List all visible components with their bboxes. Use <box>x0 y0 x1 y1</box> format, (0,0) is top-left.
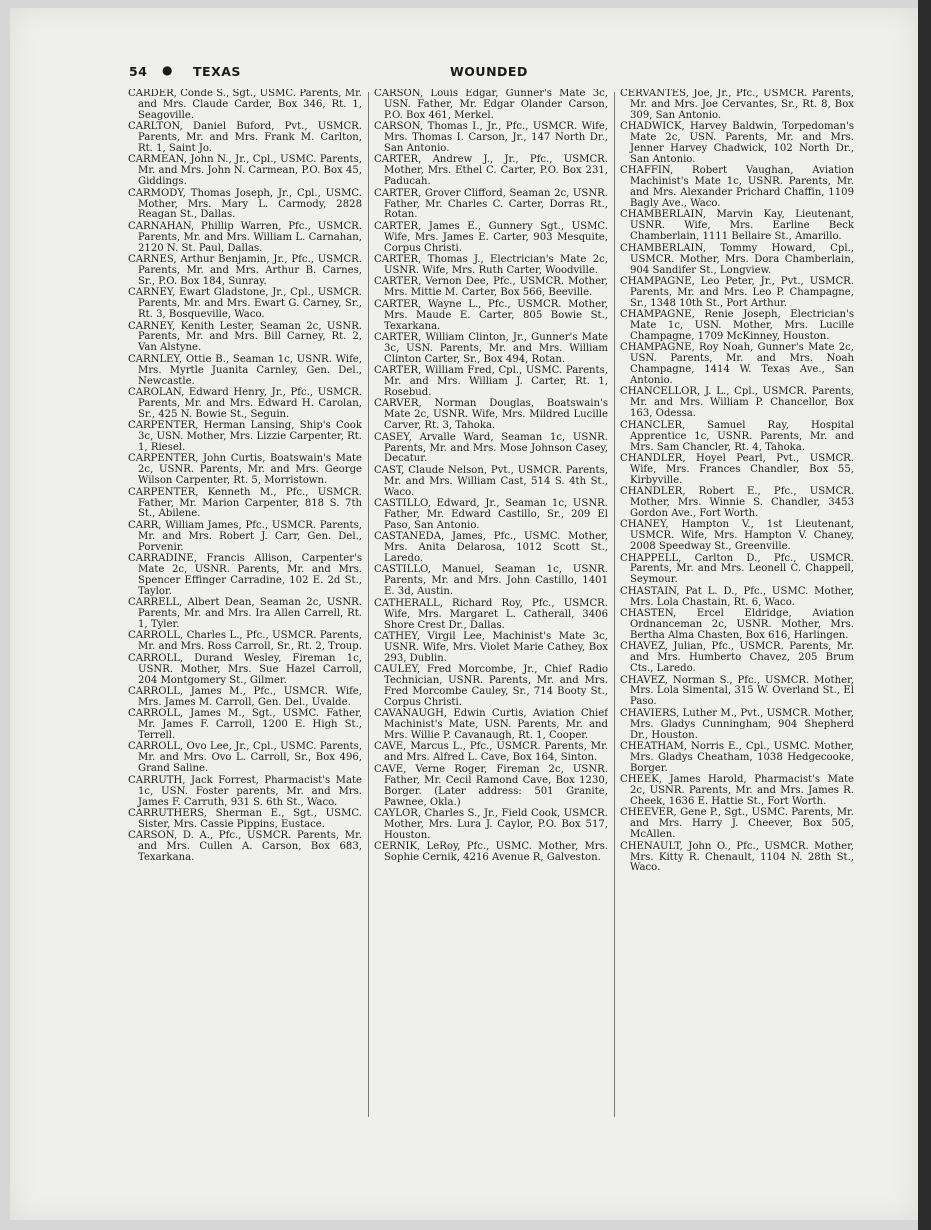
casualty-entry: CARRUTHERS, Sherman E., Sgt., USMC. Sister, Mrs. Cassie Pippins, Eustace. <box>128 807 362 830</box>
casualty-entry: CATHEY, Virgil Lee, Machinist's Mate 3c, USNR. Wife, Mrs. Violet Marie Cathey, Box 293, Dublin. <box>374 630 608 664</box>
casualty-entry: CARROLL, James M., Pfc., USMCR. Wife, Mrs. James M. Carroll, Gen. Del., Uvalde. <box>128 685 362 708</box>
bullet-icon: ● <box>162 63 173 77</box>
casualty-entry: CARTER, Andrew J., Jr., Pfc., USMCR. Mother, Mrs. Ethel C. Carter, P.O. Box 231, Paducah. <box>374 154 608 188</box>
casualty-entry: CHAMPAGNE, Leo Peter, Jr., Pvt., USMCR. Parents, Mr. and Mrs. Leo P. Champagne, Sr., 1348 10th St., Port Arthur. <box>620 275 854 309</box>
casualty-entry: CHASTEN, Ercel Eldridge, Aviation Ordnanceman 2c, USNR. Mother, Mrs. Bertha Alma Chasten, Box 616, Harlingen. <box>620 608 854 641</box>
casualty-entry: CARMODY, Thomas Joseph, Jr., Cpl., USMC. Mother, Mrs. Mary L. Carmody, 2828 Reagan St., Dallas. <box>128 187 362 221</box>
casualty-entry: CAROLAN, Edward Henry, Jr., Pfc., USMCR. Parents, Mr. and Mrs. Edward H. Carolan, Sr., 425 N. Bowie St., Seguin. <box>128 386 362 420</box>
casualty-entry: CARSON, Thomas I., Jr., Pfc., USMCR. Wife, Mrs. Thomas I. Carson, Jr., 147 North Dr., San Antonio. <box>374 121 608 155</box>
casualty-entry: CARNES, Arthur Benjamin, Jr., Pfc., USMCR. Parents, Mr. and Mrs. Arthur B. Carnes, Sr., P.O. Box 184, Sunray. <box>128 254 362 287</box>
casualty-entry: CASTANEDA, James, Pfc., USMC. Mother, Mrs. Anita Delarosa, 1012 Scott St., Laredo. <box>374 531 608 565</box>
casualty-entry: CHAVEZ, Julian, Pfc., USMCR. Parents, Mr. and Mrs. Humberto Chavez, 205 Brum Cts., Laredo. <box>620 641 854 675</box>
casualty-entry: CARPENTER, John Curtis, Boatswain's Mate 2c, USNR. Parents, Mr. and Mrs. George Wilson Carpenter, Rt. 5, Morristown. <box>128 453 362 487</box>
column-divider <box>368 92 369 1117</box>
casualty-entry: CARTER, Vernon Dee, Pfc., USMCR. Mother, Mrs. Mittie M. Carter, Box 566, Beeville. <box>374 276 608 299</box>
casualty-entry: CARSON, Louis Edgar, Gunner's Mate 3c, USN. Father, Mr. Edgar Olander Carson, P.O. Box 461, Merkel. <box>374 89 608 121</box>
section-heading: WOUNDED <box>450 64 528 79</box>
casualty-entry: CHANCLER, Samuel Ray, Hospital Apprentice 1c, USNR. Parents, Mr. and Mrs. Sam Chancler, Rt. 4, Tahoka. <box>620 419 854 453</box>
casualty-entry: CARDER, Conde S., Sgt., USMC. Parents, Mr. and Mrs. Claude Carder, Box 346, Rt. 1, Seagoville. <box>128 89 362 121</box>
casualty-entry: CARTER, William Clinton, Jr., Gunner's Mate 3c, USN. Parents, Mr. and Mrs. William Clinton Carter, Sr., Box 494, Rotan. <box>374 331 608 365</box>
casualty-entry: CARRUTH, Jack Forrest, Pharmacist's Mate 1c, USN. Foster parents, Mr. and Mrs. James F. Carruth, 931 S. 6th St., Waco. <box>128 774 362 808</box>
casualty-entry: CHEEK, James Harold, Pharmacist's Mate 2c, USNR. Parents, Mr. and Mrs. James R. Cheek, 1636 E. Hattie St., Fort Worth. <box>620 774 854 807</box>
column-divider <box>614 92 615 1117</box>
casualty-entry: CARR, William James, Pfc., USMCR. Parents, Mr. and Mrs. Robert J. Carr, Gen. Del., Porvenir. <box>128 519 362 553</box>
casualty-entry: CHAVIERS, Luther M., Pvt., USMCR. Mother, Mrs. Gladys Cunningham, 904 Shepherd Dr., Houston. <box>620 707 854 741</box>
casualty-entry: CHANCELLOR, J. L., Cpl., USMCR. Parents, Mr. and Mrs. William P. Chancellor, Box 163, Odessa. <box>620 386 854 420</box>
casualty-entry: CHANDLER, Robert E., Pfc., USMCR. Mother, Mrs. Winnie S. Chandler, 3453 Gordon Ave., Fort Worth. <box>620 486 854 519</box>
casualty-entry: CHENAULT, John O., Pfc., USMCR. Mother, Mrs. Kitty R. Chenault, 1104 N. 28th St., Waco. <box>620 840 854 874</box>
casualty-entry: CARNEY, Kenith Lester, Seaman 2c, USNR. Parents, Mr. and Mrs. Bill Carney, Rt. 2, Van Alstyne. <box>128 320 362 354</box>
casualty-entry: CATHERALL, Richard Roy, Pfc., USMCR. Wife, Mrs. Margaret L. Catherall, 3406 Shore Crest Dr., Dallas. <box>374 597 608 631</box>
casualty-entry: CARTER, James E., Gunnery Sgt., USMC. Wife, Mrs. James E. Carter, 903 Mesquite, Corpus Christi. <box>374 220 608 254</box>
casualty-entry: CAVANAUGH, Edwin Curtis, Aviation Chief Machinist's Mate, USN. Parents, Mr. and Mrs. Willie P. Cavanaugh, Rt. 1, Cooper. <box>374 708 608 742</box>
casualty-entry: CARPENTER, Herman Lansing, Ship's Cook 3c, USN. Mother, Mrs. Lizzie Carpenter, Rt. 1, Riesel. <box>128 420 362 453</box>
casualty-entry: CAVE, Verne Roger, Fireman 2c, USNR. Father, Mr. Cecil Ramond Cave, Box 1230, Borger. (Later address: 501 Granite, Pawnee, Okla.) <box>374 763 608 808</box>
casualty-entry: CARTER, Wayne L., Pfc., USMCR. Mother, Mrs. Maude E. Carter, 805 Bowie St., Texarkana. <box>374 298 608 332</box>
casualty-entry: CARTER, William Fred, Cpl., USMC. Parents, Mr. and Mrs. William J. Carter, Rt. 1, Rosebud. <box>374 365 608 398</box>
casualty-entry: CARLTON, Daniel Buford, Pvt., USMCR. Parents, Mr. and Mrs. Frank M. Carlton, Rt. 1, Saint Jo. <box>128 121 362 155</box>
casualty-entry: CAST, Claude Nelson, Pvt., USMCR. Parents, Mr. and Mrs. William Cast, 514 S. 4th St., Waco. <box>374 464 608 498</box>
casualty-entry: CASTILLO, Manuel, Seaman 1c, USNR. Parents, Mr. and Mrs. John Castillo, 1401 E. 3d, Austin. <box>374 564 608 598</box>
page-edge-shadow <box>918 0 931 1230</box>
casualty-entry: CAYLOR, Charles S., Jr., Field Cook, USMCR. Mother, Mrs. Lura J. Caylor, P.O. Box 517, Houston. <box>374 807 608 841</box>
casualty-entry: CARSON, D. A., Pfc., USMCR. Parents, Mr. and Mrs. Cullen A. Carson, Box 683, Texarkana. <box>128 830 362 864</box>
casualty-entry: CARNEY, Ewart Gladstone, Jr., Cpl., USMCR. Parents, Mr. and Mrs. Ewart G. Carney, Sr., Rt. 3, Bosqueville, Waco. <box>128 287 362 321</box>
casualty-entry: CARTER, Thomas J., Electrician's Mate 2c, USNR. Wife, Mrs. Ruth Carter, Woodville. <box>374 254 608 276</box>
casualty-entry: CARROLL, Durand Wesley, Fireman 1c, USNR. Mother, Mrs. Sue Hazel Carroll, 204 Montgomery St., Gilmer. <box>128 652 362 686</box>
casualty-entry: CARROLL, James M., Sgt., USMC. Father, Mr. James F. Carroll, 1200 E. High St., Terrell. <box>128 708 362 742</box>
page-header <box>119 64 859 86</box>
casualty-entry: CARROLL, Charles L., Pfc., USMCR. Parents, Mr. and Mrs. Ross Carroll, Sr., Rt. 2, Troup. <box>128 630 362 653</box>
state-heading: TEXAS <box>193 64 241 79</box>
casualty-entry: CARRADINE, Francis Allison, Carpenter's Mate 2c, USNR. Parents, Mr. and Mrs. Spencer Effinger Carradine, 102 E. 2d St., Taylor. <box>128 553 362 597</box>
casualty-entry: CHAVEZ, Norman S., Pfc., USMCR. Mother, Mrs. Lola Simental, 315 W. Overland St., El Paso. <box>620 674 854 708</box>
casualty-entry: CARMEAN, John N., Jr., Cpl., USMC. Parents, Mr. and Mrs. John N. Carmean, P.O. Box 45, Giddings. <box>128 154 362 188</box>
casualty-entry: CAVE, Marcus L., Pfc., USMCR. Parents, Mr. and Mrs. Alfred L. Cave, Box 164, Sinton. <box>374 741 608 764</box>
casualty-entry: CHANEY, Hampton V., 1st Lieutenant, USMCR. Wife, Mrs. Hampton V. Chaney, 2008 Speedway St., Greenville. <box>620 519 854 553</box>
page-number: 54 <box>129 64 148 79</box>
casualty-entry: CHAMBERLAIN, Tommy Howard, Cpl., USMCR. Mother, Mrs. Dora Chamberlain, 904 Sandifer St., Longview. <box>620 242 854 276</box>
casualty-entry: CHAMBERLAIN, Marvin Kay, Lieutenant, USNR. Wife, Mrs. Earline Beck Chamberlain, 1111 Bellaire St., Amarillo. <box>620 209 854 243</box>
casualty-entry: CERVANTES, Joe, Jr., Pfc., USMCR. Parents, Mr. and Mrs. Joe Cervantes, Sr., Rt. 8, Box 309, San Antonio. <box>620 89 854 121</box>
casualty-entry: CHANDLER, Hoyel Pearl, Pvt., USMCR. Wife, Mrs. Frances Chandler, Box 55, Kirbyville. <box>620 452 854 486</box>
casualty-entry: CARPENTER, Kenneth M., Pfc., USMCR. Father, Mr. Marion Carpenter, 818 S. 7th St., Abilene. <box>128 486 362 520</box>
casualty-entry: CHADWICK, Harvey Baldwin, Torpedoman's Mate 2c, USN. Parents, Mr. and Mrs. Jenner Harvey Chadwick, 102 North Dr., San Antonio. <box>620 121 854 165</box>
casualty-entry: CHAPPELL, Carlton D., Pfc., USMCR. Parents, Mr. and Mrs. Leonell C. Chappell, Seymour. <box>620 552 854 586</box>
casualty-entry: CHASTAIN, Pat L. D., Pfc., USMC. Mother, Mrs. Lola Chastain, Rt. 6, Waco. <box>620 585 854 608</box>
casualty-entry: CAULEY, Fred Morcombe, Jr., Chief Radio Technician, USNR. Parents, Mr. and Mrs. Fred Morcombe Cauley, Sr., 714 Booty St., Corpus Christi. <box>374 664 608 708</box>
casualty-entry: CHAMPAGNE, Renie Joseph, Electrician's Mate 1c, USN. Mother, Mrs. Lucille Champagne, 1709 McKinney, Houston. <box>620 309 854 342</box>
casualty-entry: CHAMPAGNE, Roy Noah, Gunner's Mate 2c, USN. Parents, Mr. and Mrs. Noah Champagne, 1414 W. Texas Ave., San Antonio. <box>620 342 854 387</box>
casualty-entry: CHEATHAM, Norris E., Cpl., USMC. Mother, Mrs. Gladys Cheatham, 1038 Hedgecooke, Borger. <box>620 740 854 774</box>
casualty-entry: CARNLEY, Ottie B., Seaman 1c, USNR. Wife, Mrs. Myrtle Juanita Carnley, Gen. Del., Newcastle. <box>128 353 362 387</box>
casualty-entry: CARROLL, Ovo Lee, Jr., Cpl., USMC. Parents, Mr. and Mrs. Ovo L. Carroll, Sr., Box 496, Grand Saline. <box>128 741 362 775</box>
casualty-entry: CARNAHAN, Phillip Warren, Pfc., USMCR. Parents, Mr. and Mrs. William L. Carnahan, 2120 N. St. Paul, Dallas. <box>128 220 362 254</box>
casualty-entry: CARVER, Norman Douglas, Boatswain's Mate 2c, USNR. Wife, Mrs. Mildred Lucille Carver, Rt. 3, Tahoka. <box>374 398 608 432</box>
casualty-entry: CASTILLO, Edward, Jr., Seaman 1c, USNR. Father, Mr. Edward Castillo, Sr., 209 El Paso, San Antonio. <box>374 498 608 531</box>
column-2 <box>374 89 608 1139</box>
column-3 <box>620 89 854 1139</box>
column-1 <box>128 89 362 1139</box>
casualty-entry: CHAFFIN, Robert Vaughan, Aviation Machinist's Mate 1c, USNR. Parents, Mr. and Mrs. Alexander Prichard Chaffin, 1109 Bagly Ave., Waco. <box>620 165 854 210</box>
casualty-entry: CHEEVER, Gene P., Sgt., USMC. Parents, Mr. and Mrs. Harry J. Cheever, Box 505, McAllen. <box>620 807 854 841</box>
casualty-entry: CERNIK, LeRoy, Pfc., USMC. Mother, Mrs. Sophie Cernik, 4216 Avenue R, Galveston. <box>374 841 608 864</box>
casualty-entry: CARTER, Grover Clifford, Seaman 2c, USNR. Father, Mr. Charles C. Carter, Dorras Rt., Rotan. <box>374 187 608 221</box>
casualty-entry: CARRELL, Albert Dean, Seaman 2c, USNR. Parents, Mr. and Mrs. Ira Allen Carrell, Rt. 1, Tyler. <box>128 597 362 630</box>
casualty-entry: CASEY, Arvalle Ward, Seaman 1c, USNR. Parents, Mr. and Mrs. Mose Johnson Casey, Decatur. <box>374 431 608 465</box>
